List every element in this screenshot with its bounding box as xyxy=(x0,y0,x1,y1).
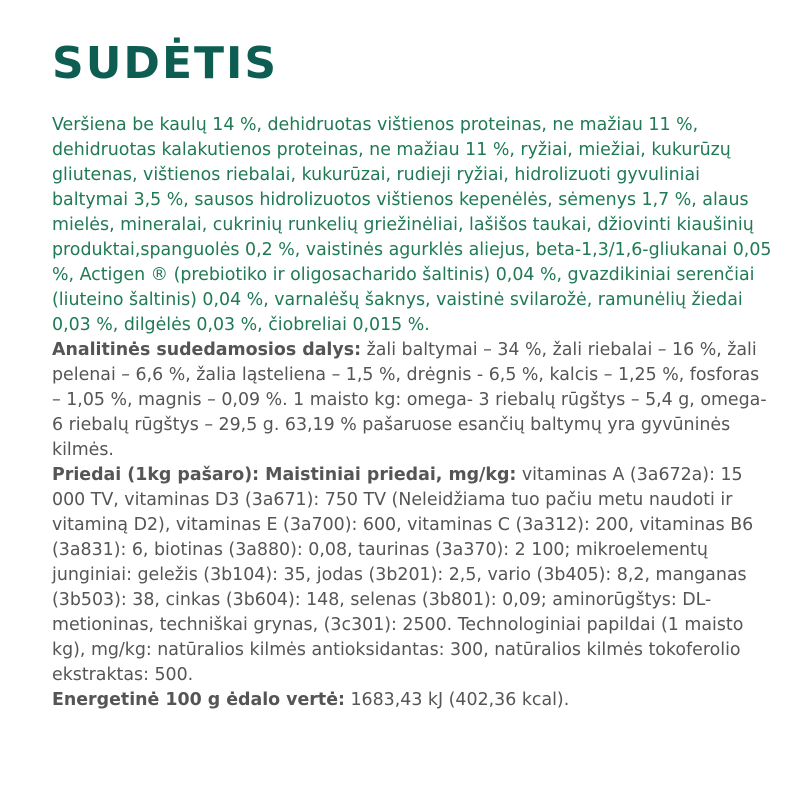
additives-section xyxy=(52,463,772,688)
additives-label: Priedai (1kg pašaro): Maistiniai priedai, mg/kg: xyxy=(52,464,517,485)
energy-label: Energetinė 100 g ėdalo vertė: xyxy=(52,689,345,710)
composition-text: Veršiena be kaulų 14 %, dehidruotas vištienos proteinas, ne mažiau 11 %, dehidruotas kalakutienos proteinas, ne mažiau 11 %, ryžiai, miežiai, kukurūzų gliutenas, vištienos riebalai, kukurūzai, rudieji ryžiai, hidrolizuoti gyvuliniai baltymai 3,5 %, sausos hidrolizuotos vištienos kepenėlės, sėmenys 1,7 %, alaus mielės, mineralai, cukrinių runkelių griežinėliai, lašišos taukai, džiovinti kiaušinių produktai,spanguolės 0,2 %, vaistinės agurklės aliejus, beta-1,3/1,6-gliukanai 0,05 %, Actigen ® (prebiotiko ir oligosacharido šaltinis) 0,04 %, gvazdikiniai serenčiai (liuteino šaltinis) 0,04 %, varnalėšų šaknys, vaistinė svilarožė, ramunėlių žiedai 0,03 %, dilgėlės 0,03 %, čiobreliai 0,015 %. xyxy=(52,114,772,335)
ingredients-panel xyxy=(52,38,772,713)
analytical-section xyxy=(52,338,772,463)
page-title: SUDĖTIS xyxy=(52,38,279,89)
energy-text: 1683,43 kJ (402,36 kcal). xyxy=(344,689,570,710)
additives-text: vitaminas A (3a672a): 15 000 TV, vitaminas D3 (3a671): 750 TV (Neleidžiama tuo pačiu metu naudoti ir vitaminą D2), vitaminas E (3a700): 600, vitaminas C (3a312): 200, vitaminas B6 (3a831): 6, biotinas (3a880): 0,08, taurinas (3a370): 2 100; mikroelementų junginiai: geležis (3b104): 35, jodas (3b201): 2,5, vario (3b405): 8,2, manganas (3b503): 38, cinkas (3b604): 148, selenas (3b801): 0,09; aminorūgštys: DL-metioninas, techniškai grynas, (3c301): 2500. Technologiniai papildai (1 maisto kg), mg/kg: natūralios kilmės antioksidantas: 300, natūralios kilmės tokoferolio ekstraktas: 500. xyxy=(52,464,754,685)
analytical-label: Analitinės sudedamosios dalys: xyxy=(52,339,362,360)
energy-section xyxy=(52,688,772,713)
analytical-text: žali baltymai – 34 %, žali riebalai – 16 %, žali pelenai – 6,6 %, žalia ląsteliena – 1,5 %, drėgnis - 6,5 %, kalcis – 1,25 %, fosforas – 1,05 %, magnis – 0,09 %. 1 maisto kg: omega- 3 riebalų rūgštys – 5,4 g, omega- 6 riebalų rūgštys – 29,5 g. 63,19 % pašaruose esančių baltymų yra gyvūninės kilmės. xyxy=(52,339,767,460)
